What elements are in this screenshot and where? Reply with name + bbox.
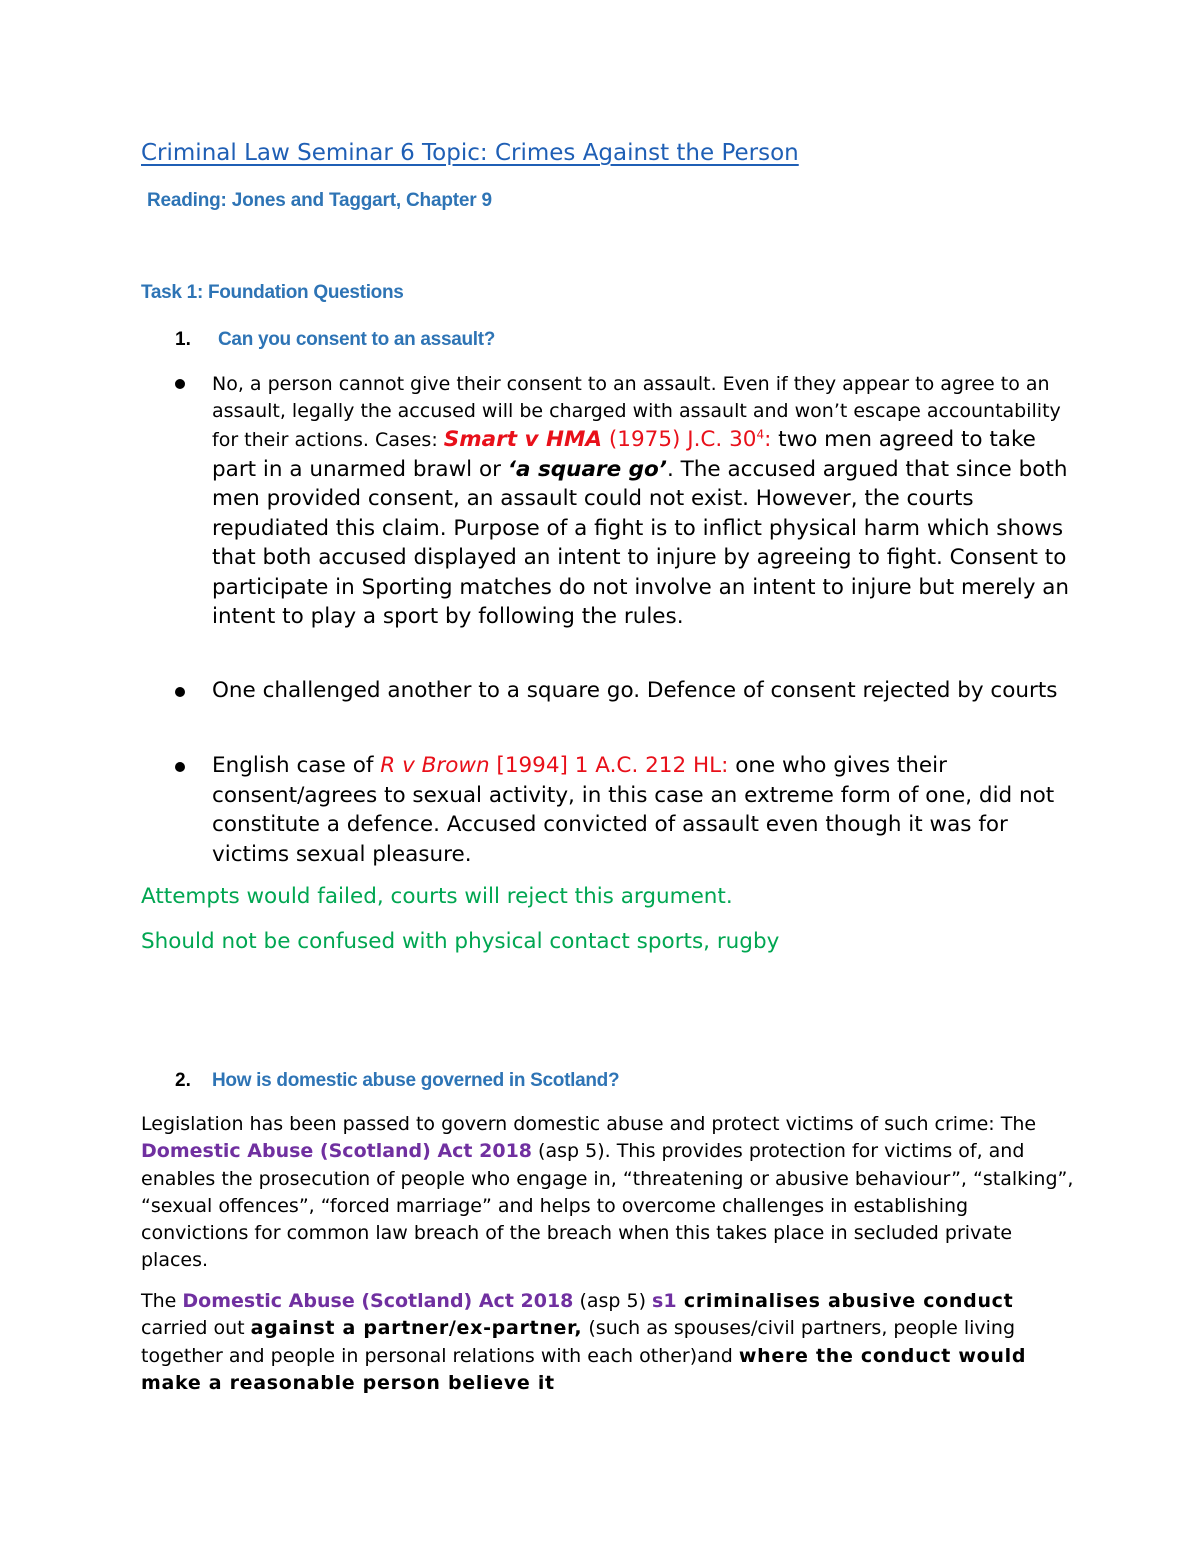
case-smart-ref: (1975) J.C. 30	[602, 427, 757, 452]
task-heading: Task 1: Foundation Questions	[141, 282, 404, 303]
para-2-g: where the conduct would make a reasonable person believe it	[141, 1344, 1027, 1394]
case-r-v-brown: R v Brown	[380, 753, 490, 778]
paragraph-2	[141, 1288, 1081, 1397]
para-2-a: The	[141, 1290, 183, 1312]
page-title: Criminal Law Seminar 6 Topic: Crimes Against the Person	[141, 140, 799, 166]
note-line-2: Should not be confused with physical contact sports, rugby	[141, 929, 780, 954]
paragraph-1	[141, 1111, 1081, 1275]
bullet-dot	[175, 762, 185, 772]
bullet-3-text: one who gives their consent/agrees to sexual activity, in this case an extreme form of one, did not constitute a defence. Accused convicted of assault even though it was for victims sexual pleasure.	[212, 753, 1055, 867]
bullet-1-text-a: two men agreed to take part in a unarmed brawl or	[212, 427, 1036, 482]
para-2-e: against a partner/ex-partner,	[250, 1317, 583, 1340]
para-1-b: (asp 5). This provides protection for victims of, and enables the prosecution of people who engage in, “threatening or abusive behaviour”, “stalking”, “sexual offences”, “forced marriage” and helps to overcome challenges in establishing convictions for common law breach of the breach when this takes place in secluded private places.	[141, 1140, 1074, 1272]
bullet-3-lead: English case of	[212, 753, 381, 778]
case-colon: :	[764, 427, 772, 452]
footnote-marker: 4	[756, 427, 765, 442]
para-2-d: carried out	[141, 1317, 251, 1340]
para-2-c: criminalises abusive conduct	[676, 1290, 1014, 1312]
question-2-number: 2.	[175, 1070, 191, 1091]
question-2-text: How is domestic abuse governed in Scotland?	[212, 1070, 620, 1091]
bullet-item-3	[212, 751, 1082, 869]
reading-line: Reading: Jones and Taggart, Chapter 9	[147, 190, 492, 211]
question-1-text: Can you consent to an assault?	[218, 329, 496, 350]
bullet-1-intro: No, a person cannot give their consent to an assault. Even if they appear to agree to an assault, legally the accused will be charged with assault and won’t escape accountability for their actions. Cases:	[212, 373, 1061, 451]
case-brown-ref: [1994] 1 A.C. 212 HL:	[489, 753, 729, 778]
section-s1: s1	[652, 1290, 677, 1312]
statute-name: Domestic Abuse (Scotland) Act 2018	[182, 1290, 574, 1312]
bullet-dot	[175, 687, 185, 697]
statute-name: Domestic Abuse (Scotland) Act 2018	[141, 1140, 533, 1163]
square-go-quote: ‘a square go’	[507, 456, 667, 482]
para-1-a: Legislation has been passed to govern domestic abuse and protect victims of such crime: The	[141, 1113, 1037, 1135]
para-2-f: (such as spouses/civil partners, people living together and people in personal relations with each other)and	[141, 1317, 1016, 1367]
bullet-dot	[175, 379, 185, 389]
note-line-1: Attempts would failed, courts will reject this argument.	[141, 884, 733, 909]
case-smart-v-hma: Smart v HMA	[443, 427, 603, 452]
question-1-number: 1.	[175, 329, 191, 350]
bullet-1-text-b: . The accused argued that since both men provided consent, an assault could not exist. However, the courts repudiated this claim. Purpose of a fight is to inflict physical harm which shows that both accused displayed an intent to injure by agreeing to fight. Consent to participate in Sporting matches do not involve an intent to injure but merely an intent to play a sport by following the rules.	[212, 456, 1070, 629]
bullet-item-2: One challenged another to a square go. Defence of consent rejected by courts	[212, 678, 1058, 703]
bullet-item-1	[212, 371, 1072, 632]
para-2-b: (asp 5)	[573, 1290, 653, 1312]
